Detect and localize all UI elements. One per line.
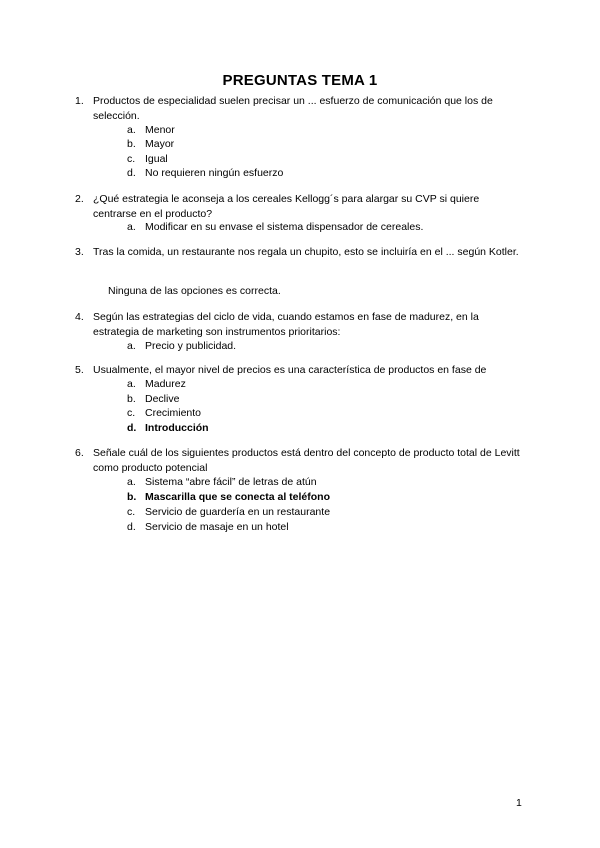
option	[0, 220, 600, 235]
option	[0, 520, 600, 535]
option	[0, 123, 600, 138]
option-letter: a.	[127, 378, 136, 390]
option	[0, 406, 600, 421]
question-number: 5.	[75, 364, 84, 376]
option-text: Precio y publicidad.	[145, 340, 237, 352]
page-title: PREGUNTAS TEMA 1	[222, 72, 378, 89]
option-letter: b.	[127, 393, 136, 405]
option-letter: a.	[127, 476, 136, 488]
option-text: Declive	[145, 393, 180, 405]
question-4	[0, 310, 600, 340]
option-text: Menor	[145, 124, 175, 136]
option-text: Mascarilla que se conecta al teléfono	[145, 491, 330, 503]
question-number: 4.	[75, 311, 84, 323]
option	[0, 152, 600, 167]
option	[0, 392, 600, 407]
option-letter: c.	[127, 407, 136, 419]
question-number: 1.	[75, 95, 84, 107]
option-highlighted	[0, 490, 600, 505]
option-letter: d.	[127, 167, 136, 179]
option-letter: b.	[127, 138, 136, 150]
option-text: No requieren ningún esfuerzo	[145, 167, 284, 179]
page-number: 1	[516, 797, 522, 809]
question-text: Productos de especialidad suelen precisar un ... esfuerzo de comunicación que los de selección.	[93, 95, 493, 122]
question-number: 3.	[75, 246, 84, 258]
option	[0, 475, 600, 490]
option-text: Servicio de guardería en un restaurante	[145, 506, 331, 518]
option-letter: c.	[127, 153, 136, 165]
option	[0, 339, 600, 354]
option-text: Servicio de masaje en un hotel	[145, 521, 289, 533]
option	[0, 137, 600, 152]
question-text: Señale cuál de los siguientes productos está dentro del concepto de producto total de Levitt como producto potencial	[93, 447, 520, 474]
option	[0, 505, 600, 520]
question-text: ¿Qué estrategia le aconseja a los cereales Kellogg´s para alargar su CVP si quiere centrarse en el producto?	[93, 193, 480, 220]
question-6	[0, 446, 600, 476]
option-highlighted	[0, 421, 600, 436]
question-3	[0, 245, 600, 275]
question-text: Usualmente, el mayor nivel de precios es una característica de productos en fase de	[93, 364, 487, 376]
option	[0, 166, 600, 181]
option-text: Introducción	[145, 422, 209, 434]
option-letter: a.	[127, 124, 136, 136]
option-text: Igual	[145, 153, 168, 165]
option-letter: b.	[127, 491, 137, 503]
question-2	[0, 192, 600, 222]
option-letter: a.	[127, 221, 136, 233]
option-letter: c.	[127, 506, 136, 518]
option-text: Sistema “abre fácil” de letras de atún	[145, 476, 317, 488]
question-number: 2.	[75, 193, 84, 205]
option-text: Madurez	[145, 378, 186, 390]
question-1	[0, 94, 600, 124]
option-letter: a.	[127, 340, 136, 352]
option-text: Modificar en su envase el sistema dispensador de cereales.	[145, 221, 424, 233]
option	[0, 377, 600, 392]
option-letter: d.	[127, 521, 136, 533]
option-letter: d.	[127, 422, 137, 434]
answer-note: Ninguna de las opciones es correcta.	[108, 285, 281, 297]
option-text: Crecimiento	[145, 407, 202, 419]
question-text: Tras la comida, un restaurante nos regala un chupito, esto se incluiría en el ... según Kotler.	[93, 246, 519, 258]
question-number: 6.	[75, 447, 84, 459]
option-text: Mayor	[145, 138, 175, 150]
question-5	[0, 363, 600, 378]
question-text: Según las estrategias del ciclo de vida, cuando estamos en fase de madurez, en la estrategia de marketing son instrumentos prioritarios:	[93, 311, 479, 338]
